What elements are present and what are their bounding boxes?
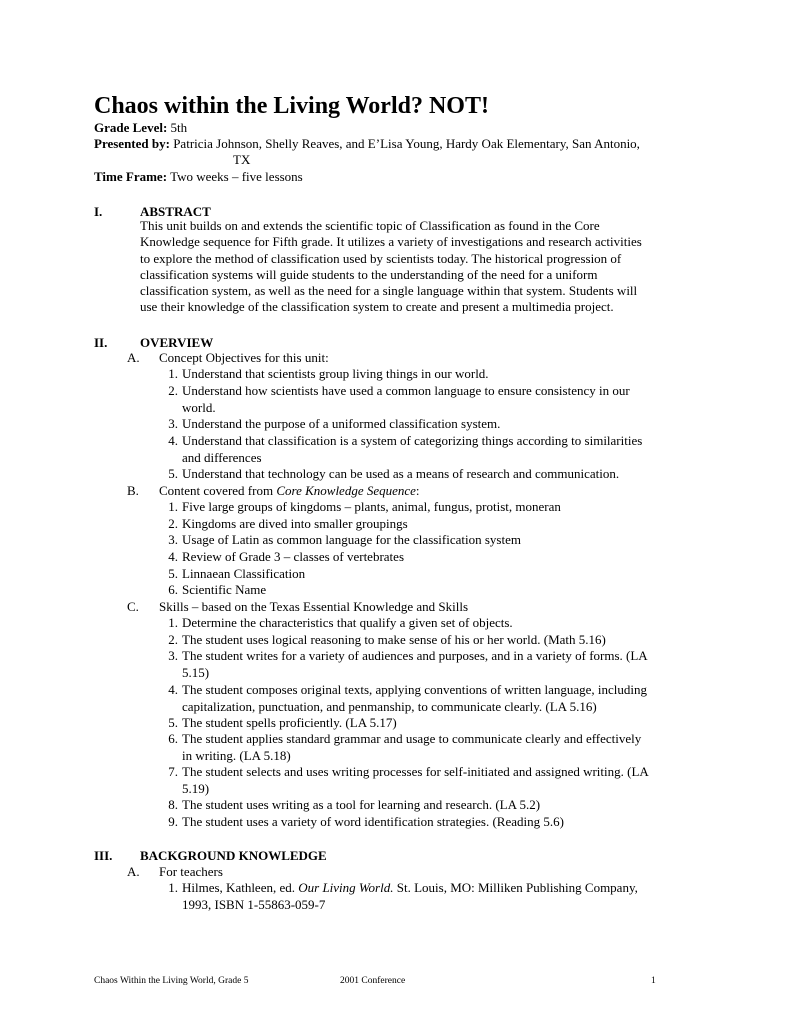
- list-item-line: The student composes original texts, applying conventions of written language, including: [182, 682, 648, 697]
- list-number: 6.: [168, 731, 178, 746]
- list-item: [182, 549, 712, 566]
- list-item-line: The student selects and uses writing processes for self-initiated and assigned writing. (LA: [182, 764, 649, 779]
- overview-b-text-plain: Content covered from: [159, 483, 277, 498]
- list-item: [182, 582, 712, 599]
- footer-center: 2001 Conference: [340, 976, 406, 986]
- list-item: [182, 682, 712, 715]
- overview-b-text-end: :: [415, 483, 420, 498]
- list-number: 4.: [168, 433, 178, 448]
- citation-line: [182, 880, 712, 897]
- presented-by-value: Patricia Johnson, Shelly Reaves, and E’Lisa Young, Hardy Oak Elementary, San Antonio,: [173, 136, 640, 151]
- list-item-line: Determine the characteristics that qualify a given set of objects.: [182, 615, 513, 630]
- abstract-line: use their knowledge of the classification system to create and present a multimedia project.: [140, 299, 614, 315]
- citation-title: Our Living World.: [298, 880, 394, 895]
- overview-a-text: Concept Objectives for this unit:: [159, 350, 329, 365]
- grade-level-label: Grade Level:: [94, 120, 168, 135]
- list-item: [182, 516, 712, 533]
- list-item: [182, 433, 712, 466]
- list-number: 8.: [168, 797, 178, 812]
- list-item-line: The student uses a variety of word identification strategies. (Reading 5.6): [182, 814, 564, 829]
- list-number: 3.: [168, 416, 178, 431]
- list-item: [182, 814, 712, 831]
- section-number-abstract: I.: [94, 204, 103, 219]
- list-item-line: Scientific Name: [182, 582, 267, 597]
- list-item: [182, 715, 712, 732]
- list-item-line: The student spells proficiently. (LA 5.17): [182, 715, 397, 730]
- grade-level-value: 5th: [170, 120, 188, 135]
- presented-by-label: Presented by:: [94, 136, 170, 151]
- list-item-line: Usage of Latin as common language for the classification system: [182, 532, 521, 547]
- time-frame-label: Time Frame:: [94, 169, 168, 184]
- abstract-line: Knowledge sequence for Fifth grade. It utilizes a variety of investigations and research activities: [140, 234, 642, 250]
- list-item: [182, 615, 712, 632]
- list-item: [182, 366, 712, 383]
- section-heading-background: BACKGROUND KNOWLEDGE: [140, 848, 327, 863]
- list-item-line: Understand that scientists group living things in our world.: [182, 366, 489, 381]
- abstract-line: This unit builds on and extends the scientific topic of Classification as found in the Core: [140, 218, 600, 233]
- list-number: 5.: [168, 466, 178, 481]
- list-number: 7.: [168, 764, 178, 779]
- list-item-line: Understand that technology can be used as a means of research and communication.: [182, 466, 620, 481]
- list-item: [182, 731, 712, 764]
- list-item-line: Kingdoms are dived into smaller groupings: [182, 516, 408, 531]
- list-item-line: The student uses logical reasoning to make sense of his or her world. (Math 5.16): [182, 632, 606, 647]
- list-number: 1.: [168, 499, 178, 514]
- list-item-line: and differences: [182, 449, 262, 465]
- citation-author: Hilmes, Kathleen, ed.: [182, 880, 299, 895]
- abstract-paragraph: [140, 218, 700, 316]
- list-item-line: The student applies standard grammar and usage to communicate clearly and effectively: [182, 731, 642, 746]
- list-number: 3.: [168, 648, 178, 663]
- overview-b-text-italic: Core Knowledge Sequence: [276, 483, 416, 498]
- list-number: 3.: [168, 532, 178, 547]
- list-item-line: The student writes for a variety of audiences and purposes, and in a variety of forms. (LA: [182, 648, 648, 663]
- list-item: [182, 416, 712, 433]
- list-number: 2.: [168, 383, 178, 398]
- footer-page-number: 1: [651, 976, 656, 986]
- list-number: 4.: [168, 549, 178, 564]
- overview-b-letter: B.: [127, 483, 139, 498]
- list-number: 2.: [168, 632, 178, 647]
- list-item-line: in writing. (LA 5.18): [182, 747, 291, 763]
- list-number: 9.: [168, 814, 178, 829]
- page-title: Chaos within the Living World? NOT!: [94, 93, 489, 119]
- citation-line: 1993, ISBN 1-55863-059-7: [182, 896, 326, 912]
- citation-publisher: St. Louis, MO: Milliken Publishing Company,: [393, 880, 638, 895]
- section-heading-overview: OVERVIEW: [140, 335, 214, 350]
- footer-left: Chaos Within the Living World, Grade 5: [94, 976, 249, 986]
- list-item-line: The student uses writing as a tool for learning and research. (LA 5.2): [182, 797, 541, 812]
- overview-a-letter: A.: [127, 350, 140, 365]
- list-number: 1.: [168, 366, 178, 381]
- list-item-line: Five large groups of kingdoms – plants, animal, fungus, protist, moneran: [182, 499, 561, 514]
- list-number: 1.: [168, 880, 178, 895]
- abstract-line: to explore the method of classification used by scientists today. The historical progression of: [140, 250, 622, 266]
- list-item-line: Understand that classification is a system of categorizing things according to similarities: [182, 433, 643, 448]
- list-item-line: capitalization, punctuation, and penmanship, to communicate clearly. (LA 5.16): [182, 698, 597, 714]
- list-item: [182, 880, 712, 913]
- time-frame-value: Two weeks – five lessons: [170, 169, 303, 184]
- presented-by: [94, 136, 640, 152]
- list-item: [182, 632, 712, 649]
- overview-c-letter: C.: [127, 599, 139, 614]
- abstract-line: classification system, as well as the need for a single language within that system. Students will: [140, 283, 638, 299]
- background-a-letter: A.: [127, 864, 140, 879]
- list-item: [182, 532, 712, 549]
- list-number: 5.: [168, 715, 178, 730]
- list-number: 4.: [168, 682, 178, 697]
- list-item: [182, 797, 712, 814]
- list-item: [182, 499, 712, 516]
- list-item-line: world.: [182, 399, 216, 415]
- list-item-line: Understand how scientists have used a common language to ensure consistency in our: [182, 383, 630, 398]
- list-number: 2.: [168, 516, 178, 531]
- list-item: [182, 466, 712, 483]
- list-item: [182, 566, 712, 583]
- list-number: 5.: [168, 566, 178, 581]
- overview-c-text: Skills – based on the Texas Essential Knowledge and Skills: [159, 599, 469, 614]
- overview-b-text: [159, 483, 420, 499]
- time-frame: [94, 169, 303, 185]
- list-item-line: 5.19): [182, 780, 210, 796]
- list-item: [182, 764, 712, 797]
- section-number-background: III.: [94, 848, 113, 863]
- presented-by-continued: TX: [233, 152, 251, 167]
- list-item: [182, 648, 712, 681]
- background-a-text: For teachers: [159, 864, 223, 879]
- list-number: 6.: [168, 582, 178, 597]
- abstract-line: classification systems will guide students to the understanding of the need for a uniform: [140, 266, 598, 282]
- list-item-line: Review of Grade 3 – classes of vertebrates: [182, 549, 404, 564]
- list-item-line: Understand the purpose of a uniformed classification system.: [182, 416, 501, 431]
- section-heading-abstract: ABSTRACT: [140, 204, 211, 219]
- grade-level: [94, 120, 187, 136]
- section-number-overview: II.: [94, 335, 108, 350]
- list-item-line: Linnaean Classification: [182, 566, 306, 581]
- list-item: [182, 383, 712, 416]
- list-item-line: 5.15): [182, 664, 210, 680]
- list-number: 1.: [168, 615, 178, 630]
